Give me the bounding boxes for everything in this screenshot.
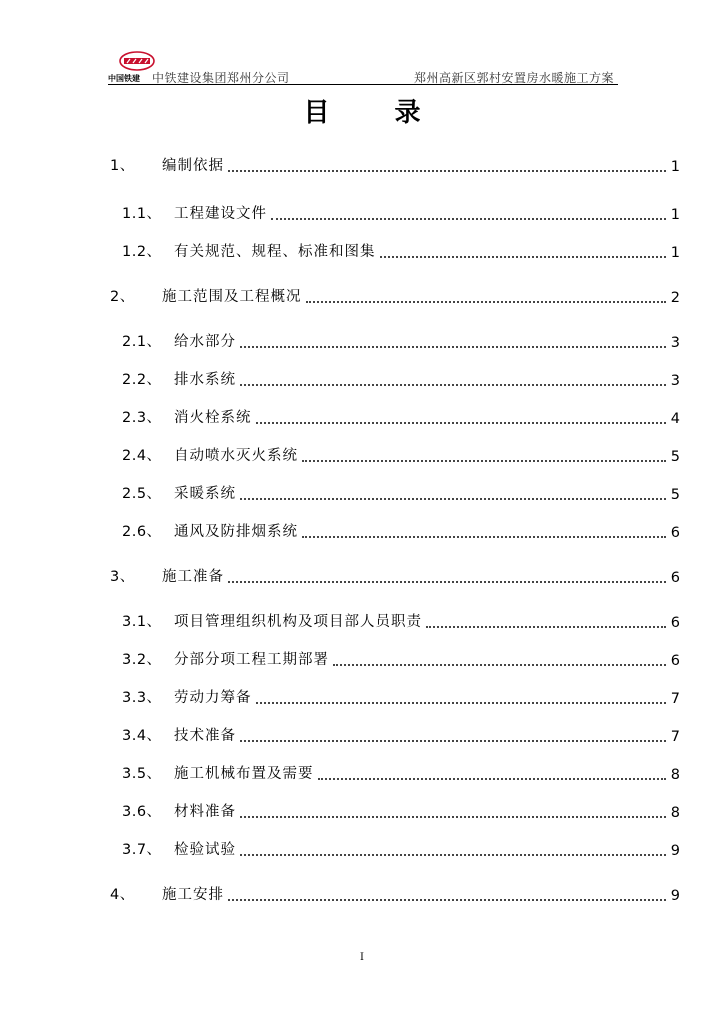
toc-entry[interactable]: [110, 284, 680, 306]
toc-entry-label: 给水部分: [174, 334, 236, 350]
toc-entry-number: 3、: [110, 569, 135, 585]
toc-entry[interactable]: [122, 799, 680, 821]
toc-entry-label: 材料准备: [174, 804, 236, 820]
toc-entry-label: 劳动力筹备: [174, 690, 252, 706]
toc-entry-page: 9: [670, 843, 680, 859]
toc-entry-label: 自动喷水灭火系统: [174, 448, 298, 464]
toc-leader-dots: [302, 460, 666, 462]
toc-entry-label: 施工安排: [162, 887, 224, 903]
toc-entry-number: 4、: [110, 887, 135, 903]
toc-entry[interactable]: [110, 882, 680, 904]
toc-leader-dots: [228, 899, 666, 901]
toc-entry-number: 2.4、: [122, 448, 162, 464]
toc-entry-page: 6: [670, 653, 680, 669]
toc-entry-label: 分部分项工程工期部署: [174, 652, 329, 668]
toc-entry[interactable]: [122, 481, 680, 503]
toc-entry-page: 3: [670, 373, 680, 389]
toc-entry[interactable]: [122, 837, 680, 859]
toc-entry-page: 3: [670, 335, 680, 351]
toc-entry-number: 2.2、: [122, 372, 162, 388]
toc-entry[interactable]: [122, 443, 680, 465]
toc-entry-label: 检验试验: [174, 842, 236, 858]
toc-leader-dots: [256, 702, 667, 704]
toc-entry[interactable]: [122, 201, 680, 223]
toc-entry-number: 1、: [110, 158, 135, 174]
toc-entry-page: 9: [670, 888, 680, 904]
toc-leader-dots: [240, 740, 666, 742]
toc-entry[interactable]: [122, 519, 680, 541]
toc-entry-page: 7: [670, 691, 680, 707]
toc-entry[interactable]: [122, 761, 680, 783]
toc-entry[interactable]: [122, 239, 680, 261]
toc-entry-page: 5: [670, 449, 680, 465]
toc-entry[interactable]: [110, 153, 680, 175]
toc-entry-number: 2.5、: [122, 486, 162, 502]
toc-entry-number: 3.2、: [122, 652, 162, 668]
toc-entry-label: 工程建设文件: [174, 206, 267, 222]
toc-entry-label: 采暖系统: [174, 486, 236, 502]
page-title: 目 录: [303, 98, 449, 128]
toc-entry[interactable]: [110, 564, 680, 586]
toc-entry-page: 7: [670, 729, 680, 745]
toc-entry-number: 3.1、: [122, 614, 162, 630]
toc-entry-number: 2.3、: [122, 410, 162, 426]
project-title: 郑州高新区郭村安置房水暖施工方案: [413, 71, 614, 85]
toc-entry-label: 技术准备: [174, 728, 236, 744]
toc-entry-number: 1.2、: [122, 244, 162, 260]
toc-entry[interactable]: [122, 685, 680, 707]
header-divider: [108, 84, 618, 85]
toc-entry-page: 4: [670, 411, 680, 427]
toc-leader-dots: [228, 170, 666, 172]
toc-entry[interactable]: [122, 609, 680, 631]
toc-leader-dots: [380, 256, 667, 258]
toc-entry-label: 消火栓系统: [174, 410, 252, 426]
toc-leader-dots: [228, 581, 666, 583]
crcc-logo-icon: [118, 50, 156, 72]
toc-entry-page: 6: [670, 615, 680, 631]
toc-entry-page: 6: [670, 570, 680, 586]
toc-leader-dots: [306, 301, 667, 303]
toc-entry-label: 项目管理组织机构及项目部人员职责: [174, 614, 422, 630]
toc-entry[interactable]: [122, 405, 680, 427]
page-header: [108, 48, 618, 86]
company-name: 中铁建设集团郑州分公司: [152, 71, 290, 85]
toc-entry-page: 8: [670, 805, 680, 821]
toc-entry-number: 2.6、: [122, 524, 162, 540]
toc-leader-dots: [240, 346, 666, 348]
toc-entry[interactable]: [122, 723, 680, 745]
page-number: I: [360, 952, 364, 963]
toc-entry-number: 2、: [110, 289, 135, 305]
toc-leader-dots: [318, 778, 667, 780]
toc-entry-page: 8: [670, 767, 680, 783]
toc-entry-label: 施工范围及工程概况: [162, 289, 302, 305]
toc-entry[interactable]: [122, 647, 680, 669]
toc-entry-number: 3.5、: [122, 766, 162, 782]
toc-entry-number: 3.3、: [122, 690, 162, 706]
toc-entry-page: 1: [670, 245, 680, 261]
toc-entry-label: 通风及防排烟系统: [174, 524, 298, 540]
toc-entry-page: 1: [670, 207, 680, 223]
toc-entry-label: 编制依据: [162, 158, 224, 174]
toc-entry-page: 6: [670, 525, 680, 541]
toc-entry[interactable]: [122, 367, 680, 389]
toc-leader-dots: [240, 816, 666, 818]
toc-entry-label: 排水系统: [174, 372, 236, 388]
toc-leader-dots: [240, 384, 666, 386]
toc-leader-dots: [426, 626, 666, 628]
toc-entry-label: 有关规范、规程、标准和图集: [174, 244, 376, 260]
toc-leader-dots: [256, 422, 667, 424]
toc-entry-label: 施工准备: [162, 569, 224, 585]
toc-leader-dots: [333, 664, 666, 666]
toc-entry-number: 1.1、: [122, 206, 162, 222]
brand-name: 中国铁建: [108, 74, 140, 83]
toc-entry-number: 3.6、: [122, 804, 162, 820]
toc-entry-label: 施工机械布置及需要: [174, 766, 314, 782]
toc-entry-number: 3.7、: [122, 842, 162, 858]
toc-entry-page: 5: [670, 487, 680, 503]
toc-entry[interactable]: [122, 329, 680, 351]
toc-leader-dots: [271, 218, 666, 220]
toc-entry-page: 1: [670, 159, 680, 175]
toc-leader-dots: [240, 854, 666, 856]
toc-leader-dots: [302, 536, 666, 538]
toc-entry-number: 2.1、: [122, 334, 162, 350]
toc-leader-dots: [240, 498, 666, 500]
toc-entry-number: 3.4、: [122, 728, 162, 744]
toc-entry-page: 2: [670, 290, 680, 306]
